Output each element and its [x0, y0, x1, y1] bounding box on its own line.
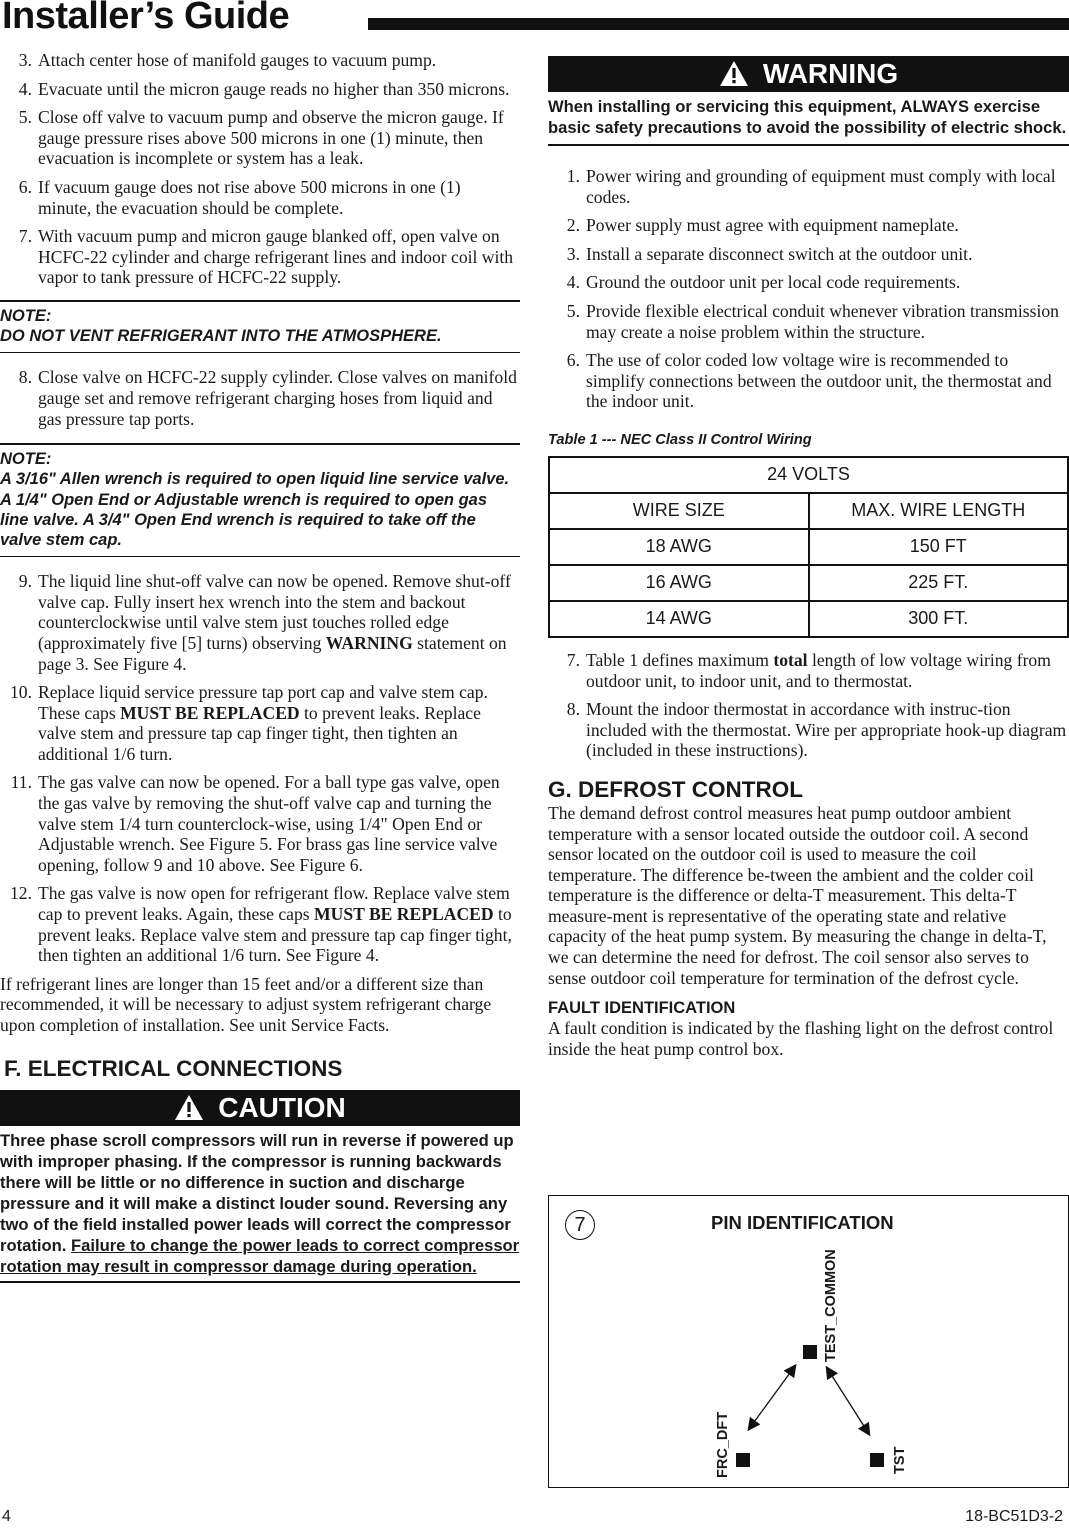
step-emphasis: MUST BE REPLACED — [314, 904, 494, 925]
step-text-tail: statement on page 3. See Figure 4. — [38, 632, 507, 674]
step-text: The liquid line shut-off valve can now be opened. Remove shut-off valve cap. Fully insert hex wrench into the stem and backout counterclockwise until valve stem just touches rolled edge (approximately five [5] turns) observing — [38, 571, 511, 653]
step-list-a — [0, 50, 520, 288]
table-row — [549, 565, 1068, 601]
step-text: Evacuate until the micron gauge reads no higher than 350 microns. — [38, 78, 510, 99]
step-text: Ground the outdoor unit per local code requirements. — [586, 272, 961, 293]
note-label: NOTE: — [0, 306, 52, 325]
pin-test-common — [803, 1345, 817, 1359]
warning-triangle-icon — [174, 1094, 204, 1121]
step-number: 1. — [566, 166, 580, 186]
step-emphasis: MUST BE REPLACED — [120, 702, 300, 723]
column-wire-size: WIRE SIZE — [549, 493, 809, 529]
header-rule — [368, 18, 1069, 30]
step-text: If vacuum gauge does not rise above 500 microns in one (1) minute, the evacuation should be complete. — [38, 176, 461, 218]
arrow-common-tst — [827, 1368, 869, 1434]
step-item — [0, 79, 518, 100]
cell-wire-size: 16 AWG — [549, 565, 809, 601]
step-item — [548, 350, 1069, 412]
cell-max-length: 150 FT — [809, 529, 1069, 565]
step-number: 4. — [566, 272, 580, 293]
pin-tst — [870, 1453, 884, 1467]
step-item — [548, 166, 1069, 207]
fault-paragraph: A fault condition is indicated by the flashing light on the defrost control inside the heat pump control box. — [548, 1018, 1054, 1059]
page-number: 4 — [2, 1508, 11, 1525]
wiring-table — [548, 456, 1069, 638]
cell-max-length: 225 FT. — [809, 565, 1069, 601]
section-f-heading: F. ELECTRICAL CONNECTIONS — [4, 1055, 343, 1081]
step-number: 10. — [10, 682, 32, 703]
step-text: Mount the indoor thermostat in accordance with instruc-tion included with the thermostat. Wire per appropriate hook-up diagram (included in these instructions). — [586, 699, 1067, 761]
step-number: 8. — [566, 699, 580, 720]
step-text: Close off valve to vacuum pump and observe the micron gauge. If gauge pressure rises above 500 microns in one (1) minute, then evacuation is incomplete or system has a leak. — [38, 107, 504, 169]
step-list-right-b — [548, 650, 1069, 761]
step-item — [0, 107, 518, 169]
step-text: The gas valve can now be opened. For a ball type gas valve, open the gas valve by removing the shut-off valve cap and turning the valve stem 1/4 turn counterclock-wise, using 1/4" Open End or Adjustable wrench. See Figure 5. For brass gas line service valve opening, follow 9 and 10 above. See Figure 6. — [38, 772, 500, 875]
pin-arrows — [549, 1196, 1068, 1487]
step-number: 5. — [18, 107, 32, 128]
step-item — [0, 226, 518, 288]
step-text: Install a separate disconnect switch at the outdoor unit. — [586, 243, 973, 264]
fault-heading: FAULT IDENTIFICATION — [548, 999, 736, 1018]
step-number: 11. — [10, 772, 32, 793]
step-11 — [0, 772, 518, 875]
step-number: 7. — [18, 226, 32, 247]
step-item — [0, 50, 518, 71]
arrow-frc-common — [749, 1366, 795, 1429]
step-number: 6. — [566, 350, 580, 371]
step-text: Table 1 defines maximum — [586, 649, 774, 670]
step-list-right — [548, 166, 1069, 412]
table-voltage-header: 24 VOLTS — [549, 457, 1068, 493]
step-text: Attach center hose of manifold gauges to vacuum pump. — [38, 50, 437, 70]
step-text-tail: to prevent leaks. Replace valve stem and pressure tap cap finger tight, then tighten an additional 1/6 turn. See Figure 4. — [38, 904, 512, 966]
note-text: A 3/16" Allen wrench is required to open liquid line service valve. A 1/4" Open End or Adjustable wrench is required to open gas line valve. A 3/4" Open End wrench is required to take off the valve stem cap. — [0, 470, 510, 549]
caution-underlined: Failure to change the power leads to correct compressor rotation may result in compressor damage during operation. — [0, 1235, 520, 1276]
step-text: Replace liquid service pressure tap port cap and valve stem cap. These caps — [38, 682, 488, 723]
step-text-tail: to prevent leaks. Replace valve stem and pressure tap cap finger tight, then tighten an additional 1/6 turn. — [38, 702, 481, 764]
note-wrench — [0, 443, 520, 557]
column-max-length: MAX. WIRE LENGTH — [809, 493, 1069, 529]
pin-frc-dft — [736, 1453, 750, 1467]
step-item — [548, 215, 1069, 236]
warning-text: When installing or servicing this equipment, ALWAYS exercise basic safety precautions to avoid the possibility of electric shock. — [548, 97, 1067, 137]
step-item — [548, 244, 1069, 265]
table-caption: Table 1 --- NEC Class II Control Wiring — [548, 431, 812, 448]
step-text-tail: length of low voltage wiring from outdoor unit, to indoor unit, and to thermostat. — [586, 649, 1051, 691]
step-text: Power supply must agree with equipment nameplate. — [586, 215, 959, 236]
step-item — [548, 301, 1069, 342]
warning-box — [548, 56, 1069, 146]
page-header — [0, 0, 1069, 40]
step-10 — [0, 682, 518, 764]
step-number: 8. — [18, 367, 32, 388]
cell-max-length: 300 FT. — [809, 601, 1069, 637]
step-emphasis: total — [773, 649, 808, 670]
step-number: 6. — [18, 176, 32, 197]
caution-bar — [0, 1090, 520, 1126]
step-number: 5. — [566, 300, 580, 321]
step-text: The use of color coded low voltage wire is recommended to simplify connections between the outdoor unit, the thermostat and the indoor unit. — [586, 350, 1052, 412]
step-item — [0, 177, 518, 218]
step-number: 2. — [566, 215, 580, 236]
label-test-common: TEST_COMMON — [823, 1249, 839, 1362]
warning-title: WARNING — [762, 58, 899, 89]
caution-body: Three phase scroll compressors will run in reverse if powered up with improper phasing. If the compressor is running backwards there will be little or no difference in suction and discharge pressure and it will make a distinct louder sound. Reversing any two of the field installed power leads will correct the compressor rotation. — [0, 1130, 514, 1255]
label-frc-dft: FRC_DFT — [715, 1411, 731, 1478]
table-header-row — [549, 457, 1068, 493]
step-text: Provide flexible electrical conduit whenever vibration transmission may create a noise problem within the structure. — [586, 300, 1059, 342]
step-text: The gas valve is now open for refrigerant flow. Replace valve stem cap to prevent leaks. Again, these caps — [38, 883, 510, 925]
section-g-heading: G. DEFROST CONTROL — [548, 776, 803, 802]
step-text: Power wiring and grounding of equipment must comply with local codes. — [586, 166, 1056, 207]
step-number: 3. — [18, 50, 32, 70]
cell-wire-size: 18 AWG — [549, 529, 809, 565]
step-item — [548, 272, 1069, 293]
caution-title: CAUTION — [218, 1091, 346, 1123]
left-column — [0, 50, 520, 1283]
page-title: Installer’s Guide — [2, 0, 290, 37]
step-number: 7. — [566, 649, 580, 670]
step-9 — [0, 571, 518, 674]
step-text: Close valve on HCFC-22 supply cylinder. Close valves on manifold gauge set and remove refrigerant charging hoses from liquid and gas pressure tap ports. — [38, 367, 517, 429]
step-number: 3. — [566, 243, 580, 264]
step-text: With vacuum pump and micron gauge blanked off, open valve on HCFC-22 cylinder and charge refrigerant lines and indoor coil with vapor to tank pressure of HCFC-22 supply. — [38, 226, 514, 288]
warning-bar — [548, 56, 1069, 92]
figure-title: PIN IDENTIFICATION — [711, 1212, 894, 1233]
step-number: 12. — [10, 883, 32, 904]
step-number: 4. — [18, 78, 32, 99]
table-column-row — [549, 493, 1068, 529]
table-row — [549, 529, 1068, 565]
document-number: 18-BC51D3-2 — [965, 1508, 1063, 1525]
pin-identification-figure — [548, 1195, 1069, 1488]
note-vent — [0, 300, 520, 353]
warning-triangle-icon — [719, 60, 749, 87]
defrost-paragraph: The demand defrost control measures heat pump outdoor ambient temperature with a sensor located outside the outdoor coil. A second sensor located on the outdoor coil is used to measure the coil temperature. The difference be-tween the ambient and the colder coil temperature is the difference or delta-T measurement. This delta-T measure-ment is representative of the operating state and relative capacity of the heat pump system. By measuring the change in delta-T, we can determine the need for defrost. The coil sensor also serves to sense outdoor coil temperature for termination of the defrost cycle. — [548, 802, 1047, 988]
right-column — [548, 50, 1069, 1059]
refrigerant-paragraph: If refrigerant lines are longer than 15 feet and/or a different size than recommended, it will be necessary to adjust system refrigerant charge upon completion of installation. See unit Service Facts. — [0, 973, 492, 1036]
step-7 — [548, 650, 1069, 691]
cell-wire-size: 14 AWG — [549, 601, 809, 637]
step-number: 9. — [18, 571, 32, 592]
note-label: NOTE: — [0, 450, 52, 469]
step-8 — [0, 367, 518, 429]
step-emphasis: WARNING — [325, 632, 413, 653]
label-tst: TST — [892, 1446, 908, 1474]
step-12 — [0, 883, 518, 965]
figure-number: 7 — [565, 1210, 595, 1240]
step-8-right — [548, 699, 1069, 761]
caution-text — [0, 1126, 520, 1281]
table-row — [549, 601, 1068, 637]
caution-box — [0, 1090, 520, 1283]
note-text: DO NOT VENT REFRIGERANT INTO THE ATMOSPHERE. — [0, 327, 442, 346]
